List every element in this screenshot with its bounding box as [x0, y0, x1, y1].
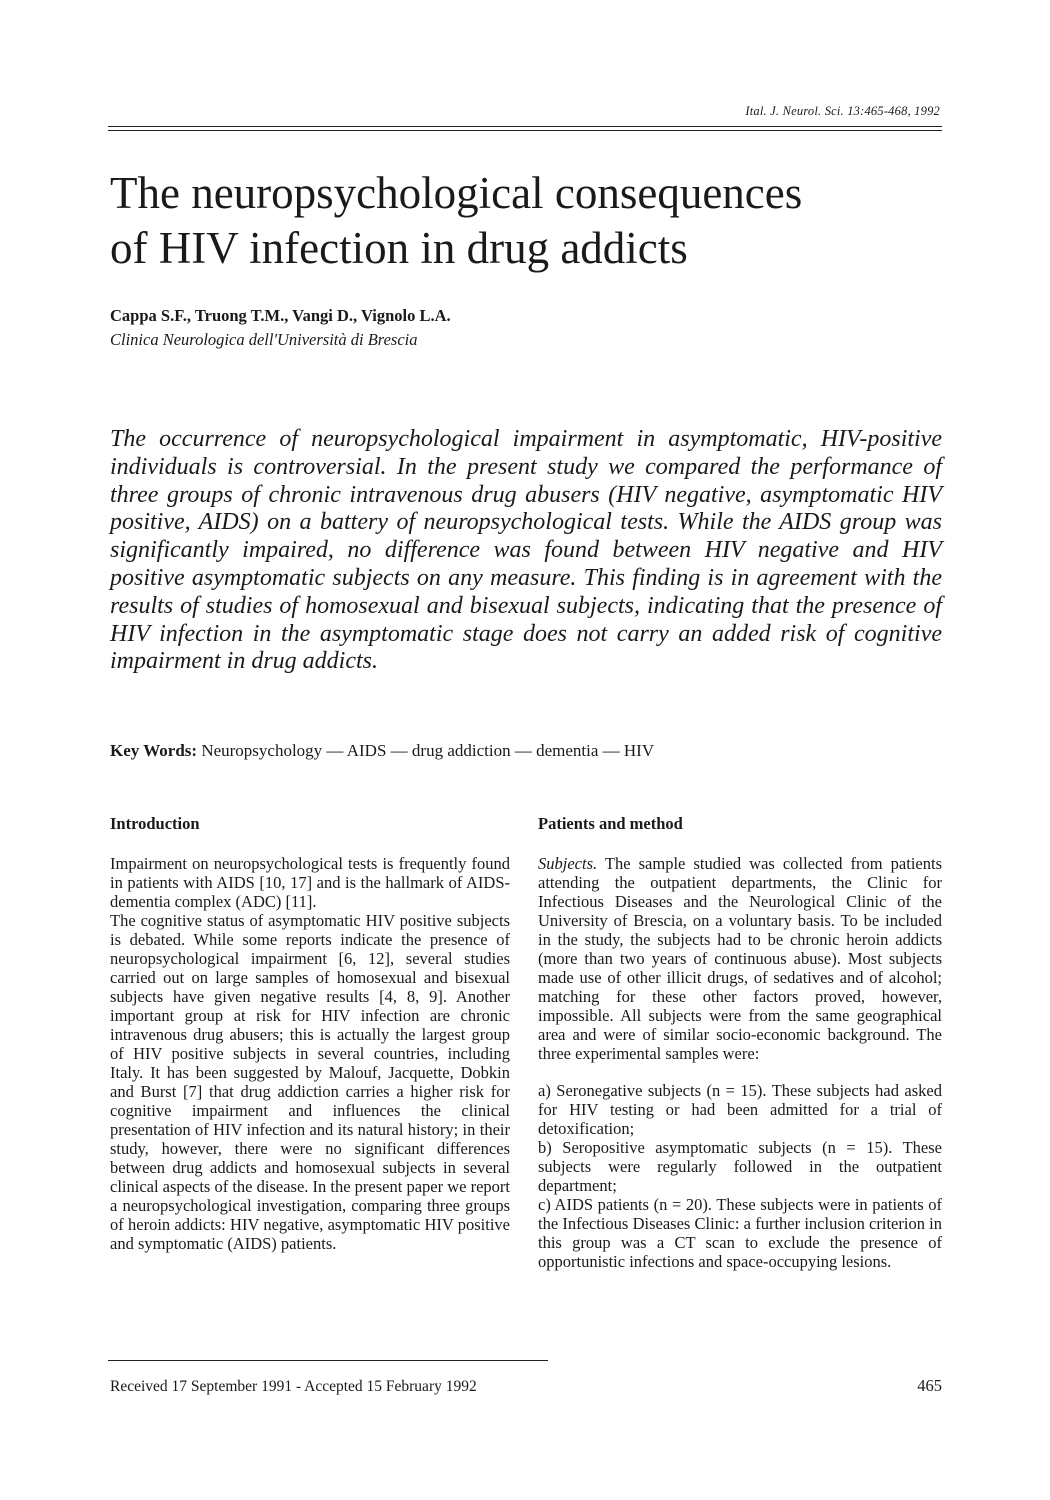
title-line-2: of HIV infection in drug addicts	[110, 223, 688, 273]
affiliation: Clinica Neurologica dell'Università di Brescia	[110, 330, 418, 349]
subjects-label: Subjects.	[538, 854, 598, 873]
keywords-text: Neuropsychology — AIDS — drug addiction — dementia — HIV	[201, 741, 655, 760]
methods-heading: Patients and method	[538, 814, 683, 833]
introduction-paragraph-2: The cognitive status of asymptomatic HIV positive subjects is debated. While some reports indicate the presence of neuropsychological impairment [6, 12], several studies carried out on large samples of homosexual and bisexual subjects have given negative results [4, 8, 9]. Another important group at risk for HIV infection are chronic intravenous drug abusers; this is actually the largest group of HIV positive subjects in several countries, including Italy. It has been suggested by Malouf, Jacquette, Dobkin and Burst [7] that drug addiction carries a higher risk for cognitive impairment and influences the clinical presentation of HIV infection and its natural history; in their study, however, there were no significant differences between drug addicts and homosexual subjects in several clinical aspects of the disease. In the present paper we report a neuropsychological investigation, comparing three groups of heroin addicts: HIV negative, asymptomatic HIV positive and symptomatic (AIDS) patients.	[110, 911, 510, 1253]
subjects-paragraph	[538, 854, 942, 1063]
methods-column	[538, 814, 942, 1271]
abstract: The occurrence of neuropsychological impairment in asymptomatic, HIV-positive individuals is controversial. In the present study we compared the performance of three groups of chronic intravenous drug abusers (HIV negative, asymptomatic HIV positive, AIDS) on a battery of neuropsychological tests. While the AIDS group was significantly impaired, no difference was found between HIV negative and HIV positive asymptomatic subjects on any measure. This finding is in agreement with the results of studies of homosexual and bisexual subjects, indicating that the presence of HIV infection in the asymptomatic stage does not carry an added risk of cognitive impairment in drug addicts.	[110, 426, 942, 675]
header-rule	[108, 126, 942, 127]
header-rule-secondary	[108, 130, 942, 131]
introduction-heading: Introduction	[110, 814, 200, 833]
keywords-label: Key Words:	[110, 741, 198, 760]
sample-item-a: a) Seronegative subjects (n = 15). These subjects had asked for HIV testing or had been admitted for a trial of detoxification;	[538, 1081, 942, 1138]
introduction-paragraph-1: Impairment on neuropsychological tests is frequently found in patients with AIDS [10, 17] and is the hallmark of AIDS-dementia complex (ADC) [11].	[110, 854, 510, 911]
running-head: Ital. J. Neurol. Sci. 13:465-468, 1992	[745, 104, 940, 118]
subjects-text: The sample studied was collected from patients attending the outpatient departments, the Clinic for Infectious Diseases and the Neurological Clinic of the University of Brescia, on a voluntary basis. To be included in the study, the subjects had to be chronic heroin addicts (more than two years of continuous abuse). Most subjects made use of other illicit drugs, of sedatives and of alcohol; matching for these other factors proved, however, impossible. All subjects were from the same geographical area and were of similar socio-economic background. The three experimental samples were:	[538, 854, 943, 1063]
received-dates: Received 17 September 1991 - Accepted 15 February 1992	[110, 1378, 477, 1395]
footer-rule	[108, 1360, 548, 1361]
page-number: 465	[917, 1376, 942, 1395]
introduction-column	[110, 814, 510, 1253]
author-list: Cappa S.F., Truong T.M., Vangi D., Vignolo L.A.	[110, 306, 451, 325]
sample-item-c: c) AIDS patients (n = 20). These subjects were in patients of the Infectious Diseases Clinic: a further inclusion criterion in this group was a CT scan to exclude the presence of opportunistic infections and space-occupying lesions.	[538, 1195, 942, 1271]
sample-item-b: b) Seropositive asymptomatic subjects (n = 15). These subjects were regularly followed in the outpatient department;	[538, 1138, 942, 1195]
keywords	[110, 741, 654, 761]
title-line-1: The neuropsychological consequences	[110, 168, 803, 218]
article-title	[110, 166, 950, 276]
